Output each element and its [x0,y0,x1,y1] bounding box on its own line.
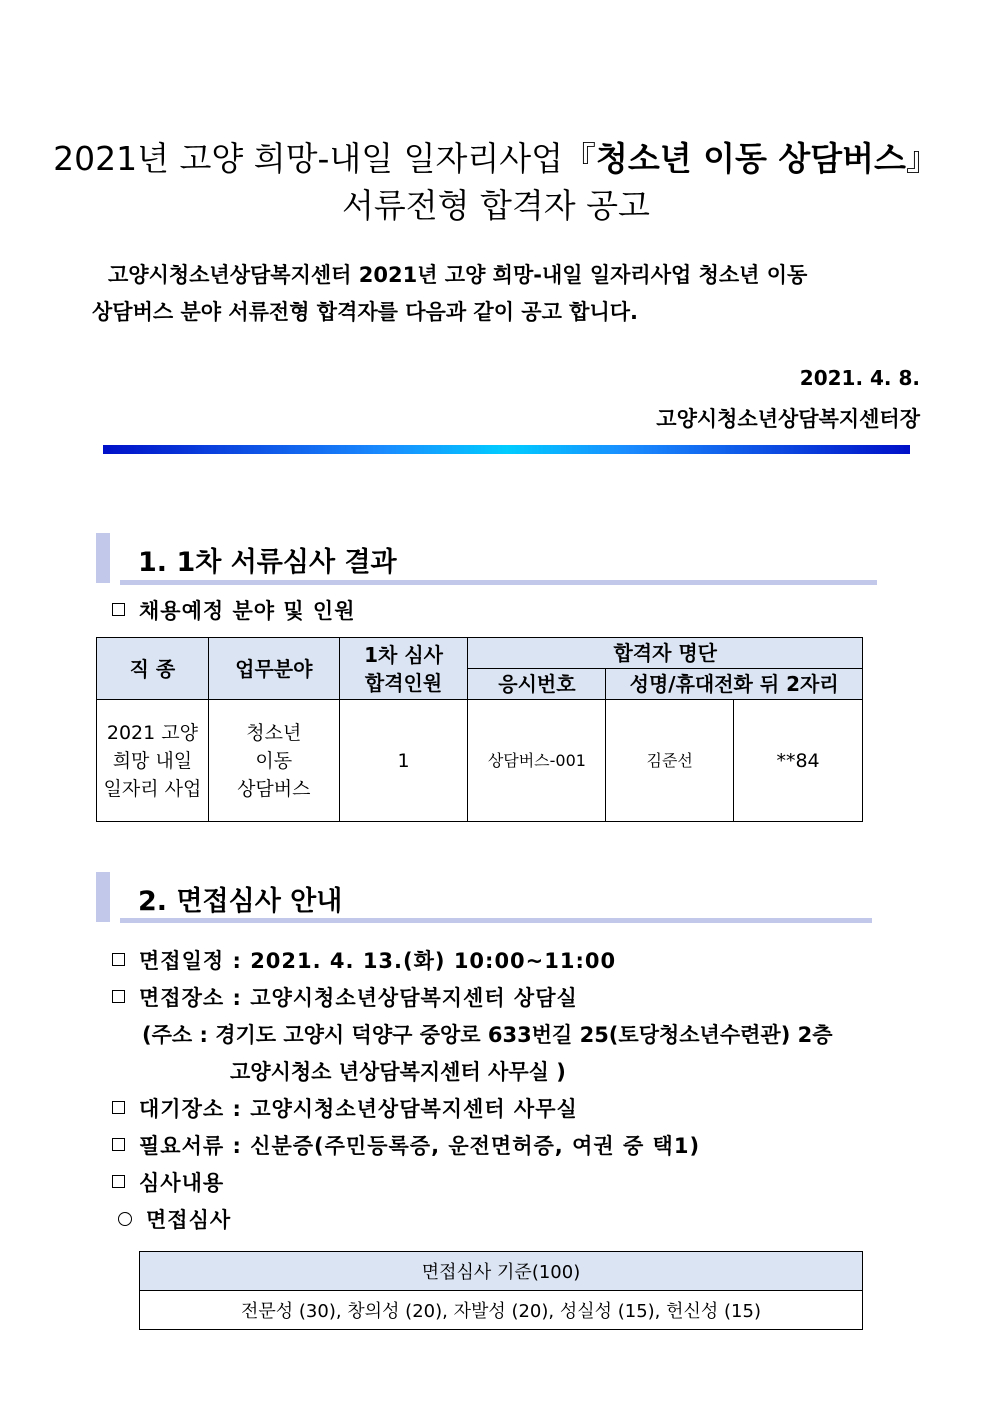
intro-line2: 상담버스 분야 서류전형 합격자를 다음과 같이 공고 합니다. [92,300,639,324]
square-bullet-icon [112,1101,125,1114]
section1-bullet [112,595,356,625]
place-line: 면접장소 : 고양시청소년상담복지센터 상담실 [112,982,578,1012]
schedule-line: 면접일정 : 2021. 4. 13.(화) 10:00~11:00 [112,945,616,975]
doc-title-line2: 서류전형 합격자 공고 [342,186,650,225]
place-label: 면접장소 [139,986,225,1010]
address-line1: (주소 : 경기도 고양시 덕양구 중앙로 633번길 25(토당청소년수련관) 2층 [142,1023,833,1047]
header-passers: 합격자 명단 [468,638,863,669]
header-pass-count [339,638,468,700]
docs-label: 필요서류 [139,1134,225,1158]
section1-side-bar [96,533,110,583]
address-line2: 고양시청소 년상담복지센터 사무실 ) [230,1060,566,1084]
criteria-table [139,1251,863,1330]
square-bullet-icon [112,953,125,966]
cell-job-line3: 일자리 사업 [103,777,202,800]
square-bullet-icon [112,603,125,616]
docs-line: 필요서류 : 신분증(주민등록증, 운전면허증, 여권 중 택1) [112,1130,700,1160]
title-program-name: 청소년 이동 상담버스 [596,139,906,178]
cell-job-line2: 희망 내일 [112,749,193,772]
content-line [112,1167,224,1197]
square-bullet-icon [112,1175,125,1188]
cell-name: 김준선 [606,700,734,822]
schedule-value: 2021. 4. 13.(화) 10:00~11:00 [250,949,617,973]
content-label: 심사내용 [139,1171,225,1195]
cell-field [208,700,339,822]
intro-line1: 고양시청소년상담복지센터 2021년 고양 희망-내일 일자리사업 청소년 이동 [108,263,808,287]
circle-bullet-icon [118,1212,132,1226]
cell-count: 1 [339,700,468,822]
cell-exam-no: 상담버스-001 [468,700,606,822]
schedule-label: 면접일정 [139,949,225,973]
square-bullet-icon [112,990,125,1003]
criteria-body: 전문성 (30), 창의성 (20), 자발성 (20), 성실성 (15), 헌신성 (15) [140,1291,863,1330]
sub-bullet-text: 면접심사 [146,1208,232,1232]
docs-value: 신분증(주민등록증, 운전면허증, 여권 중 택1) [250,1134,701,1158]
doc-title-line1 [0,138,992,180]
section1-title: 1. 1차 서류심사 결과 [138,547,397,578]
cell-field-line1: 청소년 [246,721,302,744]
cell-job [97,700,209,822]
header-job: 직 종 [97,638,209,700]
waiting-line: 대기장소 : 고양시청소년상담복지센터 사무실 [112,1093,578,1123]
header-field: 업무분야 [208,638,339,700]
cell-phone: **84 [734,700,863,822]
section2-title: 2. 면접심사 안내 [138,886,343,917]
section2-side-bar [96,872,110,922]
title-close-bracket: 』 [905,139,939,178]
waiting-value: 고양시청소년상담복지센터 사무실 [250,1097,578,1121]
section1-bullet-text: 채용예정 분야 및 인원 [139,599,356,623]
title-open-bracket: 『 [563,139,596,178]
notice-signer: 고양시청소년상담복지센터장 [656,407,920,431]
cell-field-line3: 상담버스 [237,777,311,800]
title-prefix: 2021년 고양 희망-내일 일자리사업 [53,139,563,178]
result-table [96,637,863,822]
notice-date: 2021. 4. 8. [799,366,920,390]
section1-underline [120,580,877,585]
square-bullet-icon [112,1138,125,1151]
gradient-divider [103,445,910,454]
table-row [97,700,863,822]
header-name-phone: 성명/휴대전화 뒤 2자리 [606,669,863,700]
header-exam-no: 응시번호 [468,669,606,700]
header-pass-count-line1: 1차 심사 [364,642,443,667]
criteria-header: 면접심사 기준(100) [140,1252,863,1291]
cell-job-line1: 2021 고양 [106,721,198,744]
cell-field-line2: 이동 [255,749,293,772]
header-pass-count-line2: 합격인원 [364,670,443,695]
waiting-label: 대기장소 [139,1097,225,1121]
sub-bullet-line [118,1204,231,1234]
place-value: 고양시청소년상담복지센터 상담실 [250,986,578,1010]
section2-underline [120,918,872,923]
